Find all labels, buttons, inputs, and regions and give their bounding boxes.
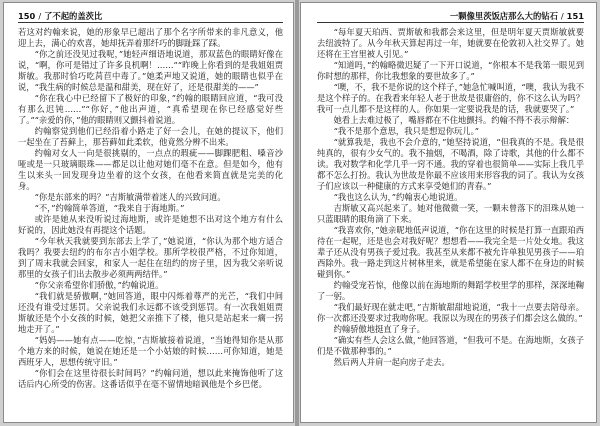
paragraph: “我不是那个意思，我只是想逗你玩儿。” [333, 126, 479, 136]
paragraph: 约翰察觉到他们已经沿着小路走了好一会儿，在她的提议下，他们一起坐在了苔藓上，那苔藓如此柔软，他竟然分辨不出来。 [18, 126, 283, 147]
page-number: 150 [18, 11, 36, 21]
paragraph: “你是东部来的吗？”吉斯敏满带着迷人的兴致问道。 [34, 192, 226, 202]
right-running-header [317, 10, 584, 23]
paragraph: “就算我是，我也不会介意的，”她坚持说道，“但我真的不是。我是很纯真的，很有少女气的。我不抽烟，不喝酒，除了诗歌，其他的什么都不读。我对数学和化学几乎一窍不通。我的穿着也很简单——实际上我几乎都不怎么打扮。我认为世故是你最不应该用来形容我的词了。我认为女孩子们应该以一种健康的方式来享受她们的青春。” [317, 137, 584, 191]
left-page-text [18, 27, 283, 418]
book-title: 了不起的盖茨比 [44, 11, 103, 21]
paragraph: “噢，不，我不是你说的这个样子，”她急忙喊叫道，“噢，我认为我不是这个样子的。在我看来年轻人老于世故是很庸俗的，你不这么认为吗？我可一点儿都不是这样的人。你如果一定要说我是的话，我就要哭了。” [317, 82, 584, 114]
paragraph: “我们最好现在就走吧，”吉斯敏甜甜地说道，“我十一点要去陪母亲。你一次都还没要求过我吻你呢。我原以为现在的男孩子们都会这么做的。” [317, 302, 584, 323]
paragraph: “不，”约翰简单答道，“我来自于海地斯。” [34, 203, 185, 213]
paragraph: “今年秋天我就要到东部去上学了，”她说道，“你认为那个地方适合我吗？我要去纽约的布尔吉小姐学校。那所学校很严格，不过你知道，到了周末我就会回家，和家人一起住在纽约的房子里，因为我父亲听说那里的女孩子们出去散步必须两两结伴。” [18, 236, 283, 279]
paragraph: “你在我心中已经留下了极好的印象，”约翰的眼睛回应道，“我可没有那么迟钝……”“你好，”他出声道，“真希望现在你已经感觉好些了。”“亲爱的你，”他的眼睛则又颤抖着说道。 [18, 93, 283, 125]
paragraph: “你们会在这里待很长时间吗？”约翰问道，想以此来掩饰他听了这话后内心所受的伤害。这番话似乎在毫不留情地暗讽他是个乡巴佬。 [18, 368, 283, 389]
paragraph: 约翰骄傲地挺直了身子。 [333, 324, 425, 334]
left-page [3, 2, 294, 423]
paragraph: “妈妈——她有点——吃惊，”吉斯敏接着说道，“当她得知你是从那个地方来的时候，她说在她还是一个小姑娘的时候……可你知道，她是西班牙人，思想传统守旧。” [18, 335, 283, 367]
paragraph: 然后两人并肩一起向房子走去。 [333, 357, 450, 367]
left-running-header [18, 10, 283, 23]
paragraph: “知道吗，”约翰略微迟疑了一下开口说道，“你根本不是我第一眼见到你时想的那样，你比我想象的要世故多了。” [317, 60, 584, 81]
paragraph: 她看上去难过极了，嘴唇都在不住地颤抖。约翰不得不表示辩解： [333, 115, 575, 125]
right-page [300, 2, 597, 423]
chapter-title: 一颗像里茨饭店那么大的钻石 [450, 11, 558, 21]
paragraph: “我喜欢你，”她亲昵地低声说道，“你在这里的时候是打算一直跟珀西待在一起呢，还是也会对我好呢？想想看——我完全是一片处女地。我这辈子还从没有男孩子爱过我。我甚至从来都不被允许单独见男孩子——珀西除外。我一路走到这片树林里来，就是希望能在家人都不在身边的时候碰到你。” [317, 225, 584, 279]
paragraph: “我们就是骄傲啊，”她回答道，眼中闪烁着尊严的光芒，“我们中间还没有谁受过惩罚。父亲说我们永远都不该受到惩罚。有一次我姐姐贾斯敏还是个小女孩的时候，她把父亲推下了楼，他只是站起来一瘸一拐地走开了。” [18, 291, 283, 334]
header-separator: / [560, 11, 564, 21]
book-gutter [295, 0, 299, 426]
header-separator: / [38, 11, 42, 21]
paragraph: 吉斯敏又高兴起来了。她对他微微一笑，一颗未曾落下的泪珠从她一只蓝眼睛的眼角滴了下来。 [317, 203, 584, 224]
paragraph: “我也这么认为，”约翰衷心地说道。 [333, 192, 463, 202]
paragraph: 约翰受宠若惊，他像以前在海地斯的舞蹈学校里学的那样，深深地鞠了一躬。 [317, 280, 584, 301]
paragraph: “你父亲希望你们骄傲，”约翰说道。 [34, 280, 164, 290]
paragraph: 或许是她从来没听说过海地斯，或许是她想不出对这个地方有什么好说的，因此她没有再提这个话题。 [18, 214, 283, 235]
paragraph: “每年夏天珀西、贾斯敏和我都会来这里，但是明年夏天贾斯敏就要去纽波特了。从今年秋天算起再过一年，她就要在伦敦初入社交界了。她还将在王宫里被人引见。” [317, 27, 584, 59]
right-page-text [317, 27, 584, 418]
page-number: 151 [566, 11, 584, 21]
paragraph: 约翰对女人一向是很挑剔的，一点点的瑕疵——脚踝肥粗、嗓音沙哑或是一只玻璃眼珠——都足以让他对她们毫不在意。但是如今，他有生以来头一回发现身边坐着的这个女孩，在他看来简直就是完美的化身。 [18, 148, 283, 191]
paragraph: 若这对约翰来说，她的形象早已超出了那个名字所带来的非凡意义，他迎上去，满心的欢喜，她却抚弄着那纤巧的脚趾踩了踩。 [18, 27, 283, 48]
paragraph: “你之前还没见过我呢，”她轻声细语地说道，那双蓝色的眼睛好像在说，“啊，你可是错过了许多良机啊！……”“昨晚上你看到的是我姐姐贾斯敏。我那时恰巧吃莴苣中毒了。”她柔声地又说道，她的眼睛也似乎在说，“我生病的时候总是温和甜美，现在好了，还是很甜美的——” [18, 49, 283, 92]
paragraph: “确实有些人会这么做，”他回答道，“但我可不是。在海地斯，女孩子们是不做那种事的。” [317, 335, 584, 356]
